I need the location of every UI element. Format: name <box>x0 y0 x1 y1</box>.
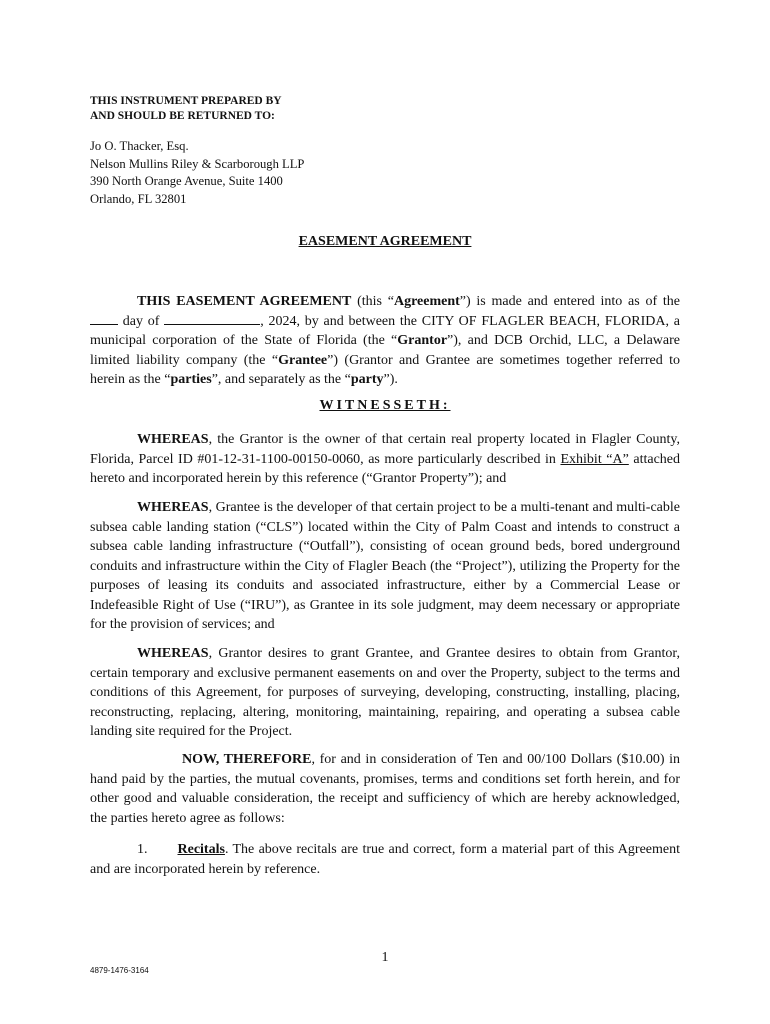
intro-text-6: ”) (Grantor and Grantee are sometimes together referred to herein as the “ <box>90 352 680 387</box>
document-id: 4879-1476-3164 <box>90 966 149 975</box>
day-blank <box>90 312 118 325</box>
page-number: 1 <box>381 950 389 965</box>
section-1-number: 1. <box>137 842 148 857</box>
intro-text-8: ”). <box>383 372 398 387</box>
section-1-text: . The above recitals are true and correct, form a material part of this Agreement and are incorporated herein by reference. <box>90 842 680 877</box>
intro-text-3: day of <box>118 313 165 329</box>
section-1-heading: Recitals <box>177 842 225 857</box>
intro-text-1: (this “ <box>351 294 394 309</box>
address-city: Orlando, FL 32801 <box>90 191 187 206</box>
whereas-1-lead: WHEREAS <box>137 432 209 447</box>
now-therefore-lead: NOW, THEREFORE <box>182 752 312 767</box>
prepared-by-header <box>90 94 282 124</box>
intro-grantor-term: Grantor <box>397 333 448 348</box>
whereas-paragraph-1 <box>90 430 680 489</box>
whereas-2-lead: WHEREAS <box>137 500 209 515</box>
exhibit-a-reference: Exhibit “A” <box>560 451 629 467</box>
intro-text-2: ”) is made and entered into as of the <box>459 294 680 309</box>
address-street: 390 North Orange Avenue, Suite 1400 <box>90 174 283 188</box>
whereas-3-lead: WHEREAS <box>137 646 209 661</box>
intro-grantee-term: Grantee <box>278 352 328 368</box>
whereas-paragraph-2 <box>90 498 680 635</box>
whereas-2-text: , Grantee is the developer of that certain project to be a multi-tenant and multi-cable subsea cable landing station (“CLS”) located within the City of Palm Coast and intends to construct a subsea cable landing infrastructure (“Outfall”), consisting of ocean ground beds, bored underground conduits and infrastructure within the City of Flagler Beach (the “Project”), utilizing the Property for the purposes of leasing its conduits and associated infrastructure, either by a Commercial Lease or Indefeasible Right of Use (“IRU”), as Grantee in its sole judgment, may deem necessary or appropriate for the provision of services; and <box>90 500 680 632</box>
address-name: Jo O. Thacker, Esq. <box>90 139 189 153</box>
address-firm: Nelson Mullins Riley & Scarborough LLP <box>90 156 305 171</box>
section-1-paragraph <box>90 840 680 879</box>
whereas-3-text: , Grantor desires to grant Grantee, and Grantee desires to obtain from Grantor, certain temporary and exclusive permanent easements on and over the Property, subject to the terms and conditions of this Agreement, for purposes of surveying, developing, constructing, installing, placing, reconstructing, replacing, altering, monitoring, maintaining, repairing, and operating a subsea cable landing site required for the Project. <box>90 646 680 739</box>
intro-text-7: ”, and separately as the “ <box>211 372 351 387</box>
witnesseth-heading: WITNESSETH: <box>319 398 451 413</box>
month-blank <box>164 312 260 325</box>
prepared-by-line-2: AND SHOULD BE RETURNED TO: <box>90 110 275 122</box>
intro-agreement-term: Agreement <box>393 294 460 309</box>
intro-text-5: ”), and DCB Orchid, LLC, a Delaware limited liability company (the “ <box>90 333 680 368</box>
document-title: EASEMENT AGREEMENT <box>298 234 472 249</box>
intro-party-term: party <box>350 372 384 387</box>
whereas-paragraph-3 <box>90 644 680 742</box>
intro-lead: THIS EASEMENT AGREEMENT <box>137 294 352 309</box>
whereas-1-text: , the Grantor is the owner of that certain real property located in Flagler County, Florida, Parcel ID #01-12-31-1100-00150-0060, as more particularly described in <box>90 432 680 467</box>
prepared-by-line-1: THIS INSTRUMENT PREPARED BY <box>90 95 282 107</box>
now-therefore-text: , for and in consideration of Ten and 00/100 Dollars ($10.00) in hand paid by the parties, the mutual covenants, promises, terms and conditions set forth herein, and for other good and valuable consideration, the receipt and sufficiency of which are hereby acknowledged, the parties hereto agree as follows: <box>90 752 680 826</box>
intro-text-4: , 2024, by and between the CITY OF FLAGLER BEACH, FLORIDA, a municipal corporation of the State of Florida (the “ <box>90 313 680 348</box>
now-therefore-paragraph <box>90 750 680 828</box>
return-address <box>90 138 304 208</box>
intro-paragraph <box>90 292 680 390</box>
whereas-1-text-2: attached hereto and incorporated herein by this reference (“Grantor Property”); and <box>90 451 681 486</box>
intro-parties-term: parties <box>170 372 212 387</box>
